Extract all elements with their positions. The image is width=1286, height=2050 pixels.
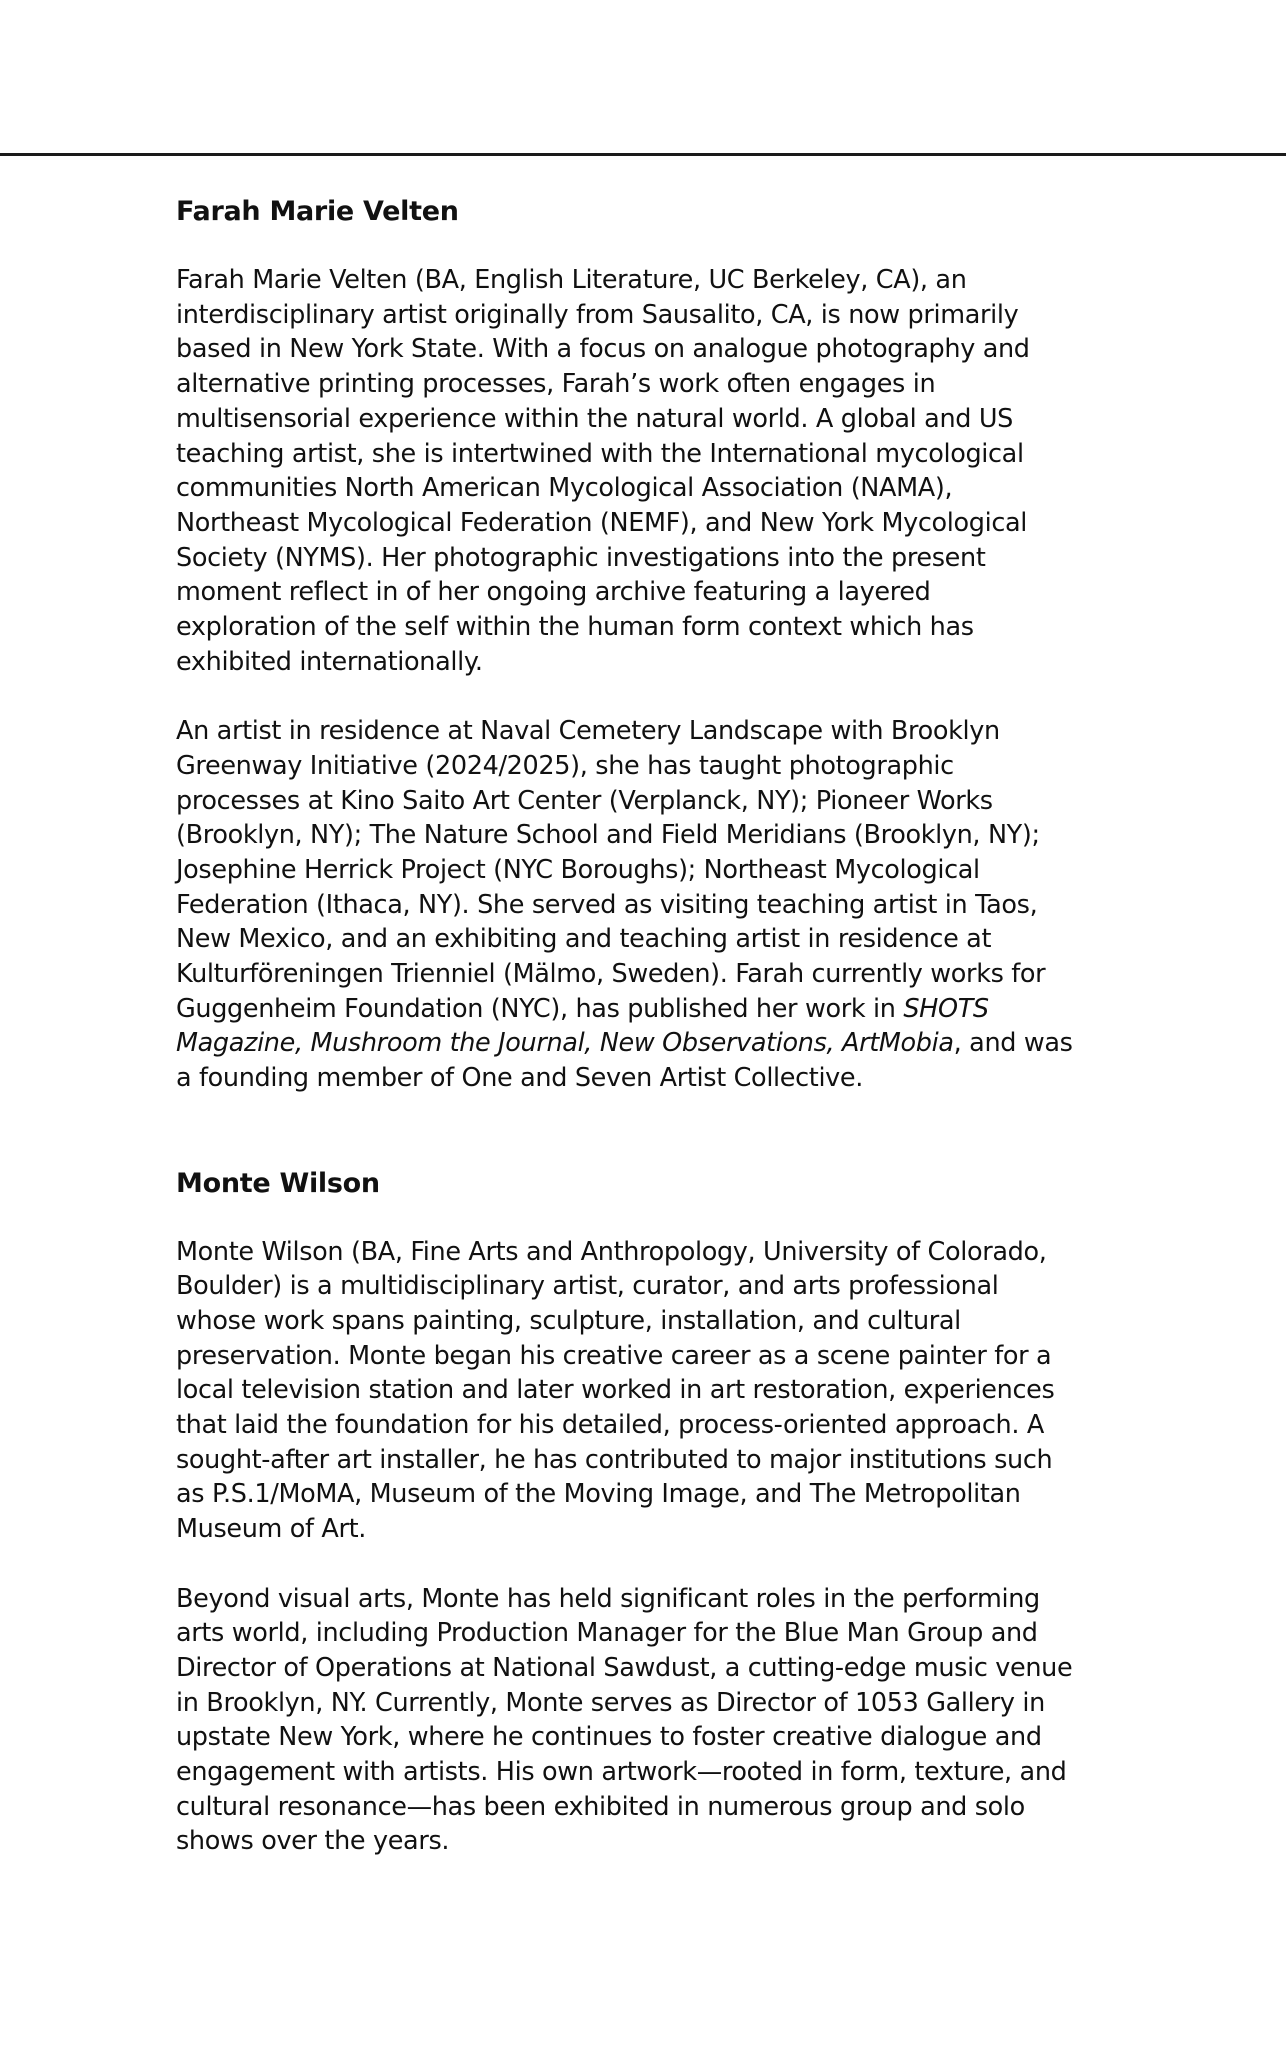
bio-text: Beyond visual arts, Monte has held significant roles in the performing arts world, including Production Manager for the Blue Man Group and Director of Operations at National Sawdust, a cutting-edge music venue in Brooklyn, NY. Currently, Monte serves as Director of 1053 Gallery in upstate New York, where he continues to foster creative dialogue and engagement with artists. His own artwork—rooted in form, texture, and cultural resonance—has been exhibited in numerous group and solo shows over the years. (176, 1583, 1073, 1857)
bio-text: , and was a founding member of One and Seven Artist Collective. (176, 1028, 1073, 1094)
bio-text: An artist in residence at Naval Cemetery Landscape with Brooklyn Greenway Initiative (2024/2025), she has taught photographic processes at Kino Saito Art Center (Verplanck, NY); Pioneer Works (Brooklyn, NY); The Nature School and Field Meridians (Brooklyn, NY); Josephine Herrick Project (NYC Boroughs); Northeast Mycological Federation (Ithaca, NY). She served as visiting teaching artist in Taos, New Mexico, and an exhibiting and teaching artist in residence at Kulturföreningen Trienniel (Mälmo, Sweden). Farah currently works for Guggenheim Foundation (NYC), has published her work in (176, 716, 1046, 1024)
section-spacer (176, 1131, 1076, 1167)
bio-section-farah-marie-velten (176, 195, 1076, 1096)
bio-content (176, 195, 1076, 1894)
bio-text: Farah Marie Velten (BA, English Literature, UC Berkeley, CA), an interdisciplinary artist originally from Sausalito, CA, is now primarily based in New York State. With a focus on analogue photography and alternative printing processes, Farah’s work often engages in multisensorial experience within the natural world. A global and US teaching artist, she is intertwined with the International mycological communities North American Mycological Association (NAMA), Northeast Mycological Federation (NEMF), and New York Mycological Society (NYMS). Her photographic investigations into the present moment reflect in of her ongoing archive featuring a layered exploration of the self within the human form context which has exhibited internationally. (176, 265, 1030, 677)
bio-section-monte-wilson (176, 1167, 1076, 1860)
publication-titles: SHOTS Magazine, Mushroom the Journal, New Observations, ArtMobia (176, 993, 989, 1059)
bio-name: Farah Marie Velten (176, 196, 459, 227)
bio-paragraph (176, 714, 1076, 1096)
top-horizontal-rule (0, 153, 1286, 156)
bio-name: Monte Wilson (176, 1167, 380, 1199)
bio-paragraph (176, 263, 1076, 679)
bio-paragraph (176, 1582, 1076, 1860)
bio-paragraph (176, 1235, 1076, 1547)
bio-text: Monte Wilson (BA, Fine Arts and Anthropology, University of Colorado, Boulder) is a multidisciplinary artist, curator, and arts professional whose work spans painting, sculpture, installation, and cultural preservation. Monte began his creative career as a scene painter for a local television station and later worked in art restoration, experiences that laid the foundation for his detailed, process-oriented approach. A sought-after art installer, he has contributed to major institutions such as P.S.1/MoMA, Museum of the Moving Image, and The Metropolitan Museum of Art. (176, 1236, 1055, 1545)
